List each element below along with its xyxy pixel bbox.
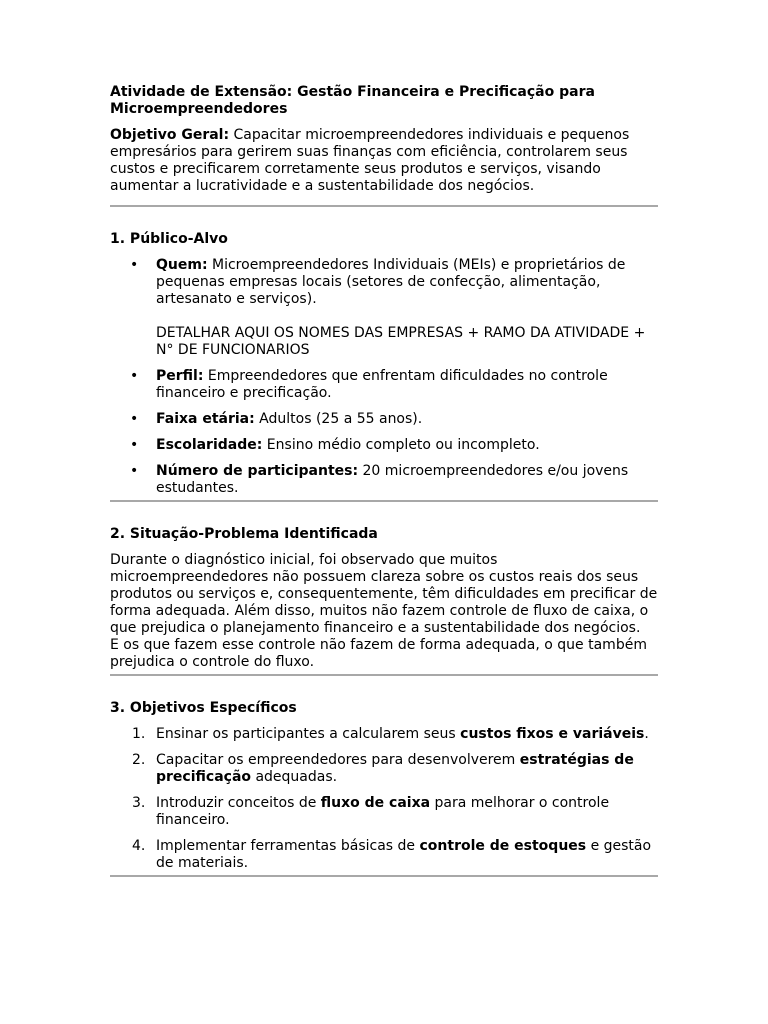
- item-text: adequadas.: [251, 769, 338, 785]
- horizontal-divider: [110, 205, 658, 207]
- item-text: .: [644, 726, 649, 742]
- horizontal-divider: [110, 674, 658, 676]
- list-item: [110, 257, 658, 359]
- item-label: Escolaridade:: [156, 437, 263, 453]
- bullet-marker: •: [130, 411, 139, 427]
- item-text: Ensino médio completo ou incompleto.: [262, 437, 540, 453]
- item-emphasis: custos fixos e variáveis: [460, 726, 645, 742]
- section-heading-target-audience: 1. Público-Alvo: [110, 231, 228, 247]
- problem-paragraph: Durante o diagnóstico inicial, foi observado que muitos microempreendedores não possuem clareza sobre os custos reais dos seus produtos ou serviços e, consequentemente, têm dificuldades em precificar de forma adequada. Além disso, muitos não fazem controle de fluxo de caixa, o que prejudica o planejamento financeiro e a sustentabilidade dos negócios.: [110, 552, 658, 636]
- item-text: e gestão de materiais.: [156, 838, 652, 871]
- document-page: [110, 84, 658, 877]
- general-objective: [110, 127, 658, 195]
- item-text: Introduzir conceitos de: [156, 795, 321, 811]
- number-marker: 1.: [132, 726, 146, 742]
- list-item: [110, 752, 658, 786]
- problem-paragraph: E os que fazem esse controle não fazem de forma adequada, o que também prejudica o controle do fluxo.: [110, 637, 647, 670]
- section-heading-specific-objectives: 3. Objetivos Específicos: [110, 700, 297, 716]
- bullet-marker: •: [130, 463, 139, 479]
- horizontal-divider: [110, 875, 658, 877]
- item-text: Empreendedores que enfrentam dificuldades no controle financeiro e precificação.: [156, 368, 608, 401]
- list-item: [110, 726, 658, 743]
- item-text: 20 microempreendedores e/ou jovens estudantes.: [156, 463, 629, 496]
- number-marker: 4.: [132, 838, 146, 854]
- bullet-marker: •: [130, 257, 139, 273]
- target-audience-list: [110, 257, 658, 497]
- item-emphasis: estratégias de precificação: [156, 752, 634, 785]
- list-item: [110, 411, 658, 428]
- item-emphasis: controle de estoques: [419, 838, 587, 854]
- objective-label: Objetivo Geral:: [110, 127, 230, 143]
- item-text: Capacitar os empreendedores para desenvolverem: [156, 752, 520, 768]
- bullet-marker: •: [130, 368, 139, 384]
- item-label: Quem:: [156, 257, 208, 273]
- item-text: Ensinar os participantes a calcularem seus: [156, 726, 461, 742]
- number-marker: 3.: [132, 795, 146, 811]
- problem-section: [110, 526, 658, 671]
- section-heading-problem: 2. Situação-Problema Identificada: [110, 526, 378, 542]
- specific-objectives-list: [110, 726, 658, 872]
- objective-text: Capacitar microempreendedores individuais e pequenos empresários para gerirem suas finanças com eficiência, controlarem seus custos e precificarem corretamente seus produtos e serviços, visando aumentar a lucratividade e a sustentabilidade dos negócios.: [110, 127, 630, 194]
- list-item: [110, 795, 658, 829]
- item-text: Adultos (25 a 55 anos).: [254, 411, 423, 427]
- editor-note: DETALHAR AQUI OS NOMES DAS EMPRESAS + RAMO DA ATIVIDADE + N° DE FUNCIONARIOS: [156, 325, 646, 358]
- number-marker: 2.: [132, 752, 146, 768]
- item-text: Microempreendedores Individuais (MEIs) e proprietários de pequenas empresas locais (setores de confecção, alimentação, artesanato e serviços).: [156, 257, 626, 307]
- list-item: [110, 368, 658, 402]
- document-title: Atividade de Extensão: Gestão Financeira e Precificação para Microempreendedores: [110, 84, 595, 117]
- item-label: Número de participantes:: [156, 463, 359, 479]
- item-label: Perfil:: [156, 368, 204, 384]
- horizontal-divider: [110, 500, 658, 502]
- bullet-marker: •: [130, 437, 139, 453]
- list-item: [110, 838, 658, 872]
- item-label: Faixa etária:: [156, 411, 255, 427]
- list-item: [110, 463, 658, 497]
- list-item: [110, 437, 658, 454]
- item-emphasis: fluxo de caixa: [320, 795, 431, 811]
- item-text: Implementar ferramentas básicas de: [156, 838, 420, 854]
- item-text: para melhorar o controle financeiro.: [156, 795, 610, 828]
